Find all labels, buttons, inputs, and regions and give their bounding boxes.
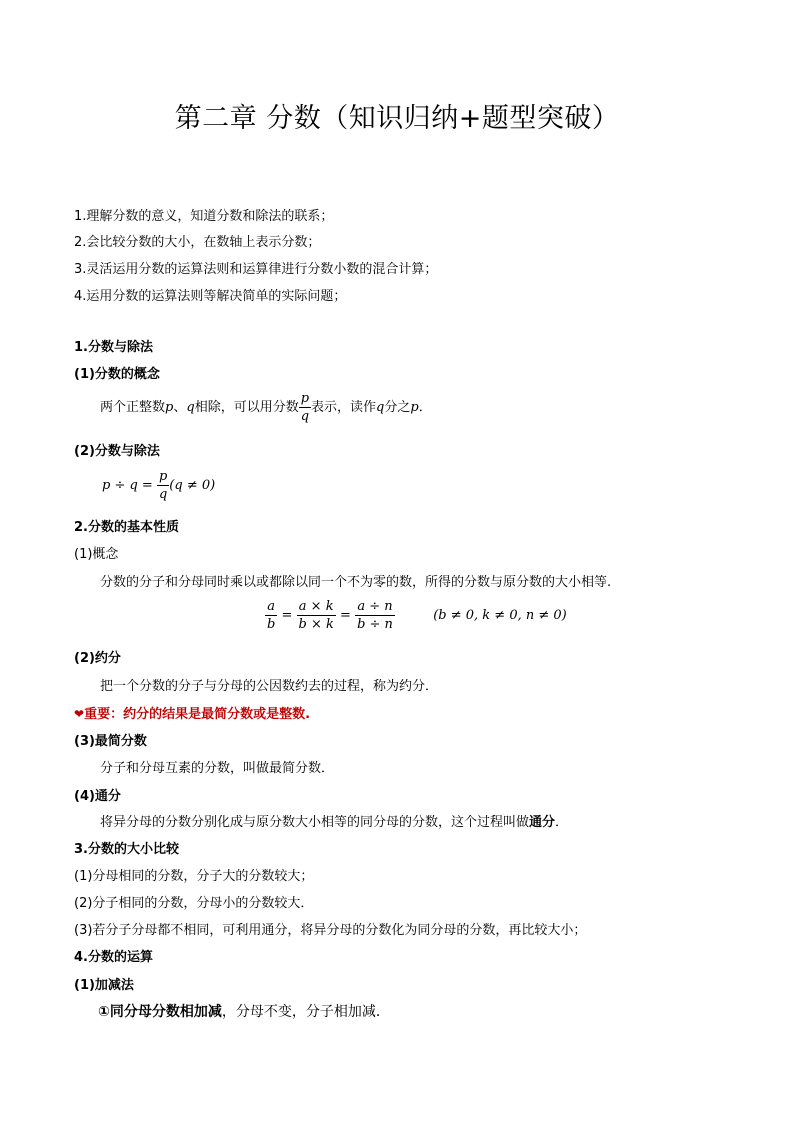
section-2-sub-yuefen: (2)约分 [74,651,121,666]
section-1-heading: 1.分数与除法 [74,340,153,355]
fraction-p-over-q: $\frac{p}{q}$ [300,391,310,424]
tongfen-text: 将异分母的分数分别化成与原分数大小相等的同分母的分数，这个过程叫做通分． [100,815,569,830]
division-formula: p ÷ q = $\frac{p}{q}$ (q ≠ 0) [102,469,216,502]
objective-4: 4.运用分数的运算法则等解决简单的实际问题； [74,289,347,304]
page-title: 第二章 分数（知识归纳+题型突破） [174,103,620,134]
section-2-sub-tongfen: (4)通分 [74,789,121,804]
comparison-rule-1: (1)分母相同的分数，分子大的分数较大； [74,869,314,884]
addsub-rule: ①同分母分数相加减，分母不变，分子相加减． [98,1004,390,1020]
fraction-an-over-bn: $\frac{a \div n}{b \div n}$ [357,599,393,632]
objective-1: 1.理解分数的意义，知道分数和除法的联系； [74,209,334,224]
zuijian-text: 分子和分母互素的分数，叫做最简分数． [100,761,335,776]
important-note: ❤重要：约分的结果是最简分数或是整数. [74,707,311,722]
fraction-a-over-b: $\frac{a}{b}$ [267,599,276,632]
section-3-heading: 3.分数的大小比较 [74,842,179,857]
comparison-rule-2: (2)分子相同的分数，分母小的分数较大． [74,896,314,911]
fraction-ak-over-bk: $\frac{a \times k}{b \times k}$ [298,599,334,632]
section-2-heading: 2.分数的基本性质 [74,520,179,535]
heart-icon: ❤ [74,707,85,721]
objective-2: 2.会比较分数的大小，在数轴上表示分数； [74,235,321,250]
section-4-heading: 4.分数的运算 [74,950,153,965]
fraction-concept-text: 两个正整数p、q相除，可以用分数 $\frac{p}{q}$ 表示，读作q分之p． [100,391,432,424]
basic-property-formula: $\frac{a}{b}$ = $\frac{a \times k}{b \times k}$ = $\frac{a \div n}{b \div n}$ (b ≠ 0, k ≠ 0, n ≠ 0) [267,599,567,632]
section-2-sub-zuijian: (3)最简分数 [74,734,147,749]
section-2-sub-concept: (1)概念 [74,547,119,562]
section-1-sub-division: (2)分数与除法 [74,444,160,459]
objective-3: 3.灵活运用分数的运算法则和运算律进行分数小数的混合计算； [74,262,438,277]
comparison-rule-3: (3)若分子分母都不相同，可利用通分，将异分母的分数化为同分母的分数，再比较大小； [74,923,587,938]
basic-property-text: 分数的分子和分母同时乘以或都除以同一个不为零的数，所得的分数与原分数的大小相等. [100,575,612,590]
section-4-sub-addsub: (1)加减法 [74,978,134,993]
yuefen-text: 把一个分数的分子与分母的公因数约去的过程，称为约分． [100,679,439,694]
section-1-sub-concept: (1)分数的概念 [74,367,160,382]
formula-fraction: $\frac{p}{q}$ [158,469,168,502]
